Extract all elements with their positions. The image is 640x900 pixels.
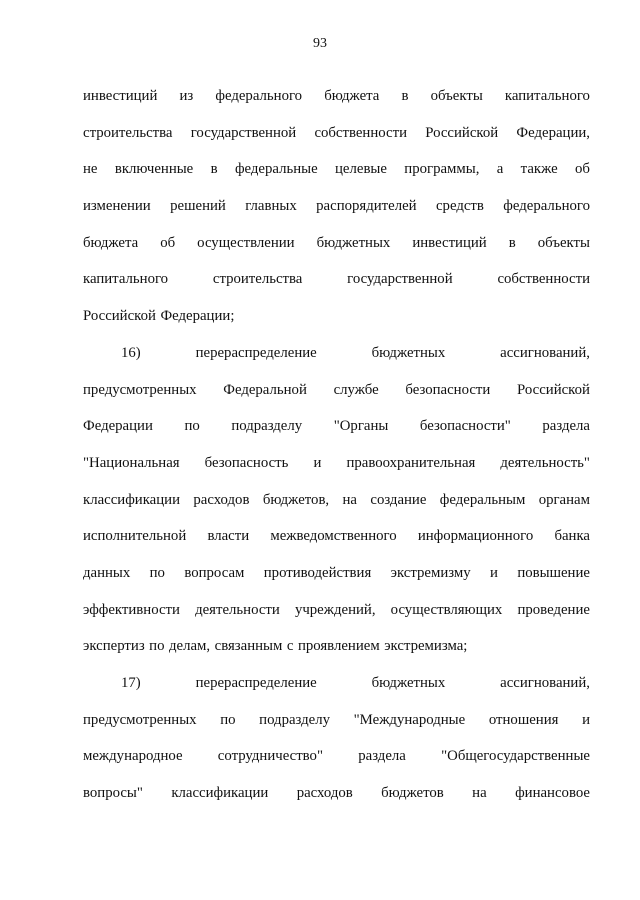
- word: и: [313, 454, 322, 471]
- word: перераспределение: [195, 675, 317, 691]
- word: исполнительной: [83, 528, 187, 545]
- text-line: [83, 372, 590, 409]
- word: по: [149, 564, 165, 581]
- text-line: [83, 225, 590, 262]
- word: собственности: [314, 124, 407, 141]
- word: финансовое: [515, 785, 590, 802]
- word: на: [472, 785, 487, 802]
- word: "Общегосударственные: [441, 748, 590, 765]
- word: капитального: [504, 88, 590, 104]
- word: делам,: [169, 638, 211, 655]
- word: "Органы: [333, 418, 389, 435]
- word: 16): [121, 344, 141, 361]
- word: противодействия: [263, 564, 372, 581]
- text-line: [83, 151, 590, 188]
- text-line: [83, 665, 590, 702]
- word: бюджетных: [371, 344, 446, 361]
- word: бюджетных: [371, 675, 446, 691]
- word: ассигнований,: [500, 675, 590, 691]
- word: деятельность": [500, 454, 590, 471]
- text-line: [83, 775, 590, 812]
- word: средств: [435, 198, 484, 215]
- document-body: [83, 78, 590, 812]
- word: строительства: [212, 271, 303, 288]
- word: подразделу: [231, 418, 303, 435]
- word: федеральные: [234, 161, 318, 178]
- word: осуществляющих: [390, 601, 503, 618]
- text-line: [83, 445, 590, 482]
- word: целевые: [335, 161, 387, 178]
- word: информационного: [417, 528, 534, 545]
- word: Российской: [517, 381, 590, 398]
- text-line: [83, 482, 590, 519]
- text-line: [83, 518, 590, 555]
- word: власти: [207, 528, 250, 545]
- text-line: [83, 628, 590, 665]
- text-line: [83, 702, 590, 739]
- word: главных: [245, 198, 297, 215]
- word: распорядителей: [316, 198, 417, 215]
- word: и: [490, 564, 498, 581]
- word: в: [508, 234, 516, 251]
- word: по: [184, 418, 200, 435]
- text-line: [83, 78, 590, 115]
- word: службе: [333, 381, 379, 398]
- word: раздела: [542, 418, 590, 435]
- word: в: [210, 161, 218, 178]
- word: классификации: [83, 491, 180, 508]
- word: Федерации,: [516, 124, 590, 141]
- word: экстремизма;: [384, 638, 468, 655]
- text-line: [83, 738, 590, 775]
- word: федеральным: [439, 491, 526, 508]
- word: проявлением: [297, 638, 380, 655]
- word: экспертиз: [83, 638, 145, 655]
- word: данных: [83, 564, 131, 581]
- word: классификации: [171, 785, 269, 802]
- text-line: [83, 408, 590, 445]
- word: по: [149, 638, 165, 655]
- word: не: [83, 161, 98, 178]
- word: и: [582, 711, 590, 728]
- word: банка: [554, 528, 590, 545]
- text-line: [83, 115, 590, 152]
- word: об: [160, 234, 176, 251]
- word: органам: [538, 491, 590, 508]
- word: решений: [170, 198, 226, 215]
- word: создание: [370, 491, 427, 508]
- word: отношения: [488, 711, 559, 728]
- word: бюджетных: [316, 234, 391, 251]
- word: Федерации;: [160, 308, 235, 325]
- word: проведение: [517, 601, 590, 618]
- word: вопросы": [83, 785, 143, 802]
- word: повышение: [517, 564, 590, 581]
- word: бюджета: [324, 88, 380, 104]
- word: собственности: [497, 271, 590, 288]
- text-line: [83, 261, 590, 298]
- word: программы,: [404, 161, 480, 178]
- word: изменении: [83, 198, 151, 215]
- word: "Национальная: [83, 454, 180, 471]
- word: безопасности: [405, 381, 491, 398]
- text-line: [83, 188, 590, 225]
- word: связанным: [214, 638, 283, 655]
- word: перераспределение: [195, 344, 317, 361]
- word: эффективности: [83, 601, 180, 618]
- word: на: [342, 491, 357, 508]
- word: межведомственного: [270, 528, 397, 545]
- word: строительства: [83, 124, 173, 141]
- word: Российской: [425, 124, 499, 141]
- word: государственной: [347, 271, 453, 288]
- word: подразделу: [259, 711, 330, 728]
- word: расходов: [296, 785, 353, 802]
- word: объекты: [430, 88, 483, 104]
- word: бюджетов: [381, 785, 444, 802]
- text-line: [83, 335, 590, 372]
- word: "Международные: [353, 711, 466, 728]
- word: предусмотренных: [83, 381, 197, 398]
- word: правоохранительная: [346, 454, 476, 471]
- word: Российской: [83, 308, 156, 325]
- word: расходов: [193, 491, 250, 508]
- word: инвестиций: [412, 234, 487, 251]
- word: также: [520, 161, 558, 178]
- word: бюджета: [83, 234, 139, 251]
- word: из: [179, 88, 194, 104]
- word: а: [496, 161, 504, 178]
- page-number: 93: [313, 36, 327, 51]
- word: по: [220, 711, 236, 728]
- word: 17): [121, 675, 141, 691]
- text-line: [83, 555, 590, 592]
- word: безопасности": [419, 418, 511, 435]
- word: ассигнований,: [500, 344, 590, 361]
- text-line: [83, 298, 590, 335]
- word: федерального: [503, 198, 590, 215]
- text-line: [83, 592, 590, 629]
- word: федерального: [215, 88, 303, 104]
- word: об: [575, 161, 590, 178]
- word: капитального: [83, 271, 169, 288]
- word: безопасность: [204, 454, 289, 471]
- word: учреждений,: [294, 601, 376, 618]
- word: бюджетов,: [262, 491, 330, 508]
- word: с: [286, 638, 294, 655]
- word: Федеральной: [223, 381, 307, 398]
- word: в: [401, 88, 409, 104]
- word: деятельности: [195, 601, 280, 618]
- word: раздела: [358, 748, 406, 765]
- word: сотрудничество": [217, 748, 323, 765]
- word: включенные: [114, 161, 194, 178]
- word: Федерации: [83, 418, 153, 435]
- word: вопросам: [184, 564, 245, 581]
- word: осуществлении: [197, 234, 295, 251]
- word: объекты: [537, 234, 590, 251]
- word: инвестиций: [83, 88, 158, 104]
- word: предусмотренных: [83, 711, 197, 728]
- word: экстремизму: [390, 564, 471, 581]
- word: государственной: [190, 124, 297, 141]
- word: международное: [83, 748, 183, 765]
